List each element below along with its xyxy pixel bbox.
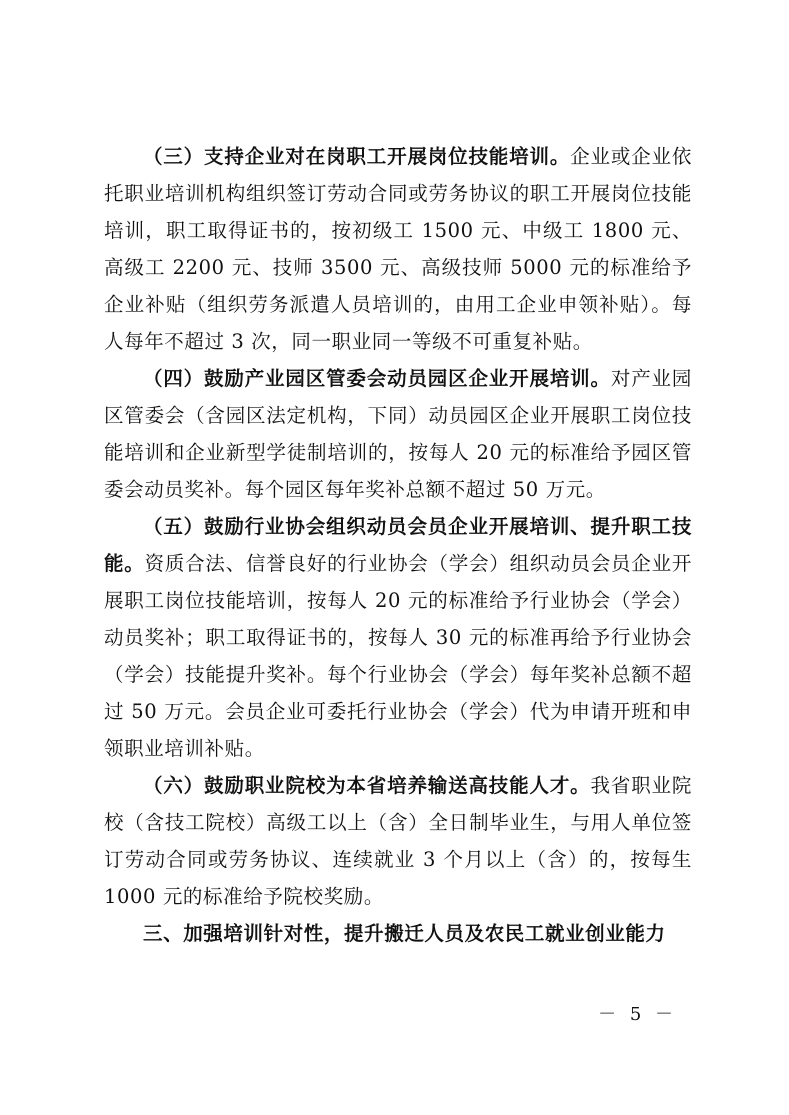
paragraph-text: 企业或企业依托职业培训机构组织签订劳动合同或劳务协议的职工开展岗位技能培训，职工取得证书的，按初级工 1500 元、中级工 1800 元、高级工 2200 元、技师 3500 元、高级技师 5000 元的标准给予企业补贴（组织劳务派遣人员培训的，由用工企业申领补贴）。每人每年不超过 3 次，同一职业同一等级不可重复补贴。 xyxy=(104,145,692,353)
paragraph-4 xyxy=(104,360,692,508)
page-number: － 5 － xyxy=(598,1004,677,1025)
paragraph-lead: （三）支持企业对在岗职工开展岗位技能培训。 xyxy=(143,145,571,168)
paragraph-lead: （五）鼓励行业协会组织动员会员企业开展培训、提升职工技能。 xyxy=(104,515,692,575)
document-body xyxy=(104,138,692,952)
paragraph-lead: （六）鼓励职业院校为本省培养输送高技能人才。 xyxy=(143,774,591,797)
paragraph-text: 资质合法、信誉良好的行业协会（学会）组织动员会员企业开展职工岗位技能培训，按每人 20 元的标准给予行业协会（学会）动员奖补；职工取得证书的，按每人 30 元的标准再给予行业协会（学会）技能提升奖补。每个行业协会（学会）每年奖补总额不超过 50 万元。会员企业可委托行业协会（学会）代为申请开班和申领职业培训补贴。 xyxy=(104,552,693,760)
paragraph-text: 我省职业院校（含技工院校）高级工以上（含）全日制毕业生，与用人单位签订劳动合同或劳务协议、连续就业 3 个月以上（含）的，按每生 1000 元的标准给予院校奖励。 xyxy=(104,774,692,908)
section-heading: 三、加强培训针对性，提升搬迁人员及农民工就业创业能力 xyxy=(143,922,666,945)
paragraph-6 xyxy=(104,767,692,915)
paragraph-3 xyxy=(104,138,692,360)
paragraph-lead: （四）鼓励产业园区管委会动员园区企业开展培训。 xyxy=(143,367,611,390)
paragraph-5 xyxy=(104,508,692,767)
paragraph-text: 对产业园区管委会（含园区法定机构，下同）动员园区企业开展职工岗位技能培训和企业新型学徒制培训的，按每人 20 元的标准给予园区管委会动员奖补。每个园区每年奖补总额不超过 50 万元。 xyxy=(104,367,692,501)
